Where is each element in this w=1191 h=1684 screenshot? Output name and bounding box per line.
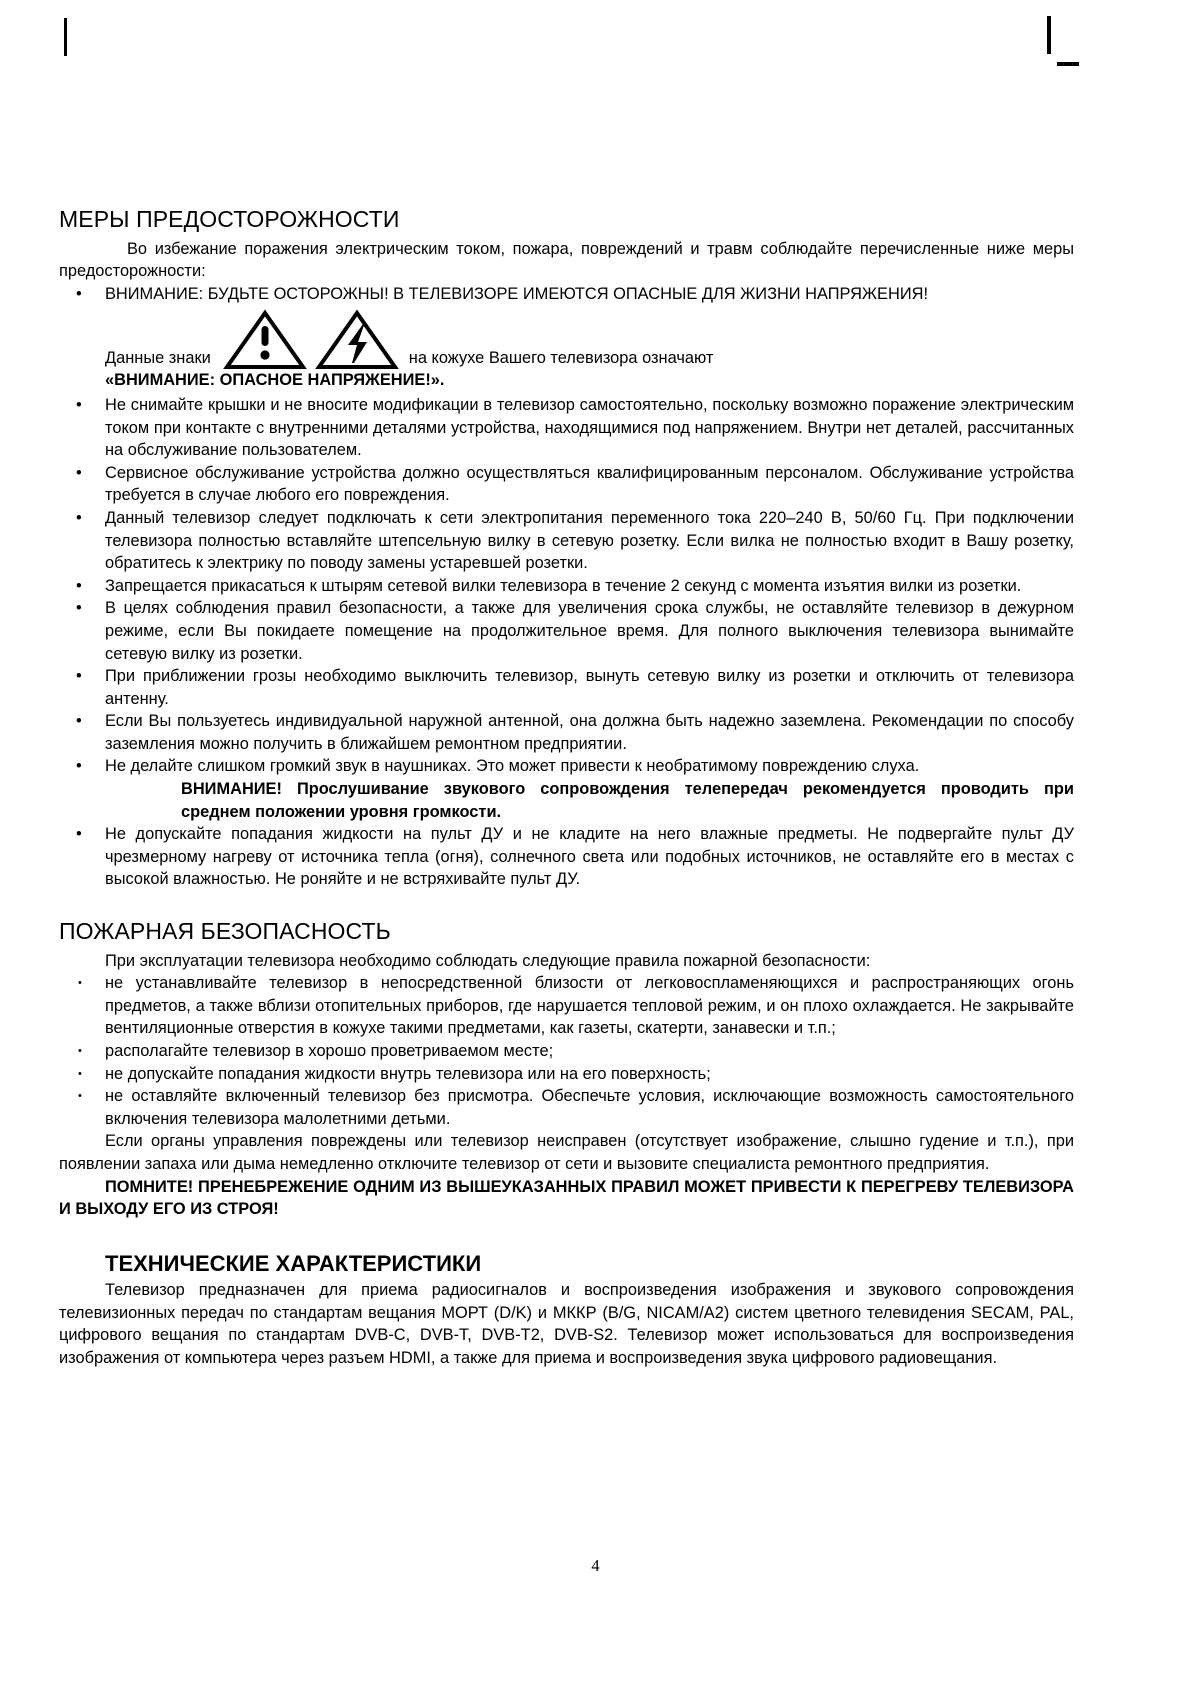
bullet-icon: •: [76, 508, 82, 527]
warning-exclamation-triangle-icon: [223, 309, 307, 371]
remote-control-bullet-list: [59, 823, 1074, 891]
bullet-icon: •: [76, 576, 82, 595]
danger-voltage-label: «ВНИМАНИЕ: ОПАСНОЕ НАПРЯЖЕНИЕ!».: [105, 371, 445, 390]
crop-mark-top-right-dash: [1057, 62, 1079, 66]
list-item: [59, 710, 1074, 755]
bullet-icon: •: [78, 977, 82, 990]
headphone-volume-warning: ВНИМАНИЕ! Прослушивание звукового сопровождения телепередач рекомендуется проводить при среднем положении уровня громкости.: [181, 780, 1074, 821]
bullet-icon: •: [78, 1090, 82, 1103]
list-item-text: не допускайте попадания жидкости внутрь телевизора или на его поверхность;: [105, 1064, 711, 1083]
warning-signs-row: [59, 309, 1074, 369]
list-item-text: Не делайте слишком громкий звук в наушниках. Это может привести к необратимому повреждению слуха.: [105, 757, 920, 776]
list-item-text: Данный телевизор следует подключать к сети электропитания переменного тока 220–240 В, 50/60 Гц. При подключении телевизора полностью вставляйте штепсельную вилку в сетевую розетку. Если вилка не полностью входит в Вашу розетку, обратитесь к электрику по поводу замены устаревшей розетки.: [105, 508, 1074, 573]
list-item-text: Сервисное обслуживание устройства должно осуществляться квалифицированным персоналом. Обслуживание устройства требуется в случае любого его повреждения.: [105, 463, 1074, 505]
list-item: [59, 597, 1074, 665]
list-item: [59, 394, 1074, 462]
list-item-text: В целях соблюдения правил безопасности, а также для увеличения срока службы, не оставляйте телевизор в дежурном режиме, если Вы покидаете помещение на продолжительное время. Для полного выключения телевизора вынимайте сетевую вилку из розетки.: [105, 599, 1074, 663]
warning-signs-suffix-label: на кожухе Вашего телевизора означают: [408, 348, 714, 367]
list-item-text: Не снимайте крышки и не вносите модификации в телевизор самостоятельно, поскольку возможно поражение электрическим током при контакте с внутренними деталями устройства, находящимися под напряжением. Внутри нет деталей, рассчитанных на обслуживание пользователем.: [105, 395, 1074, 460]
bullet-icon: •: [78, 1045, 82, 1057]
list-item: [59, 283, 1074, 306]
page-number: 4: [591, 1556, 600, 1575]
list-item-text: Запрещается прикасаться к штырям сетевой вилки телевизора в течение 2 секунд с момента изъятия вилки из розетки.: [105, 576, 1022, 595]
list-item: [59, 823, 1074, 891]
warning-lightning-triangle-icon: [315, 309, 399, 371]
crop-mark-top-right: [1047, 16, 1051, 54]
list-item: [59, 575, 1074, 598]
bullet-icon: •: [76, 599, 82, 618]
list-item-text: Если Вы пользуетесь индивидуальной наружной антенной, она должна быть надежно заземлена. Рекомендации по способу заземления можно получить в ближайшем ремонтном предприятии.: [105, 712, 1074, 753]
crop-mark-top-left: [64, 18, 67, 56]
list-item: [59, 462, 1074, 507]
safety-bullet-list: [59, 394, 1074, 778]
specs-paragraph: Телевизор предназначен для приема радиосигналов и воспроизведения изображения и звукового сопровождения телевизионных передач по стандартам вещания МОРТ (D/K) и МККР (B/G, NICAM/A2) систем цветного телевидения SECAM, PAL, цифрового вещания по стандартам DVB-C, DVB-T, DVB-T2, DVB-S2. Телевизор может использоваться для воспроизведения изображения от компьютера через разъем HDMI, а также для приема и воспроизведения звука цифрового радиовещания.: [59, 1281, 1074, 1367]
list-item: [59, 972, 1074, 1040]
bullet-icon: •: [76, 825, 82, 844]
warning-sign-icons: [223, 309, 399, 371]
bullet-icon: •: [76, 757, 82, 776]
bullet-icon: •: [76, 463, 82, 482]
fire-safety-section-heading: ПОЖАРНАЯ БЕЗОПАСНОСТЬ: [59, 918, 391, 945]
specs-section-heading: ТЕХНИЧЕСКИЕ ХАРАКТЕРИСТИКИ: [105, 1250, 482, 1276]
safety-intro-paragraph: Во избежание поражения электрическим током, пожара, повреждений и травм соблюдайте перечисленные ниже меры предосторожности:: [59, 239, 1074, 281]
list-item-text: При приближении грозы необходимо выключить телевизор, вынуть сетевую вилку из розетки и отключить от телевизора антенну.: [105, 667, 1074, 708]
bullet-icon: •: [76, 284, 82, 303]
bullet-icon: •: [76, 395, 82, 414]
fire-safety-bullet-list: [59, 972, 1074, 1130]
list-item: [59, 507, 1074, 575]
safety-first-bullet-list: [59, 283, 1074, 306]
malfunction-paragraph: Если органы управления повреждены или телевизор неисправен (отсутствует изображение, слышно гудение и т.п.), при появлении запаха или дыма немедленно отключите телевизор от сети и вызовите специалиста ремонтного предприятия.: [59, 1132, 1074, 1173]
list-item: [59, 1040, 1074, 1063]
page-content: [59, 206, 1074, 1370]
bullet-icon: •: [76, 712, 82, 731]
list-item-text: не оставляйте включенный телевизор без присмотра. Обеспечьте условия, исключающие возможность самостоятельного включения телевизора малолетними детьми.: [105, 1087, 1074, 1128]
list-item: [59, 1063, 1074, 1086]
list-item-text: ВНИМАНИЕ: БУДЬТЕ ОСТОРОЖНЫ! В ТЕЛЕВИЗОРЕ ИМЕЮТСЯ ОПАСНЫЕ ДЛЯ ЖИЗНИ НАПРЯЖЕНИЯ!: [105, 284, 928, 303]
list-item-text: не устанавливайте телевизор в непосредственной близости от легковоспламеняющихся и распространяющих огонь предметов, а также вблизи отопительных приборов, где нарушается тепловой режим, и он плохо охлаждается. Не закрывайте вентиляционные отверстия в кожухе такими предметами, как газеты, скатерти, занавески и т.п.;: [105, 974, 1074, 1038]
list-item: [59, 755, 1074, 778]
safety-section-heading: МЕРЫ ПРЕДОСТОРОЖНОСТИ: [59, 206, 400, 232]
remember-warning-paragraph: ПОМНИТЕ! ПРЕНЕБРЕЖЕНИЕ ОДНИМ ИЗ ВЫШЕУКАЗАННЫХ ПРАВИЛ МОЖЕТ ПРИВЕСТИ К ПЕРЕГРЕВУ ТЕЛЕВИЗОРА И ВЫХОДУ ЕГО ИЗ СТРОЯ!: [59, 1177, 1074, 1219]
bullet-icon: •: [76, 667, 82, 686]
list-item-text: располагайте телевизор в хорошо проветриваемом месте;: [105, 1042, 554, 1060]
list-item: [59, 1085, 1074, 1130]
fire-safety-intro-paragraph: При эксплуатации телевизора необходимо соблюдать следующие правила пожарной безопасности:: [105, 951, 871, 970]
bullet-icon: •: [78, 1067, 82, 1080]
warning-signs-prefix-label: Данные знаки: [105, 348, 211, 367]
list-item: [59, 665, 1074, 710]
list-item-text: Не допускайте попадания жидкости на пульт ДУ и не кладите на него влажные предметы. Не подвергайте пульт ДУ чрезмерному нагреву от источника тепла (огня), солнечного света или подобных источников, не оставляйте его в местах с высокой влажностью. Не роняйте и не встряхивайте пульт ДУ.: [105, 825, 1074, 889]
